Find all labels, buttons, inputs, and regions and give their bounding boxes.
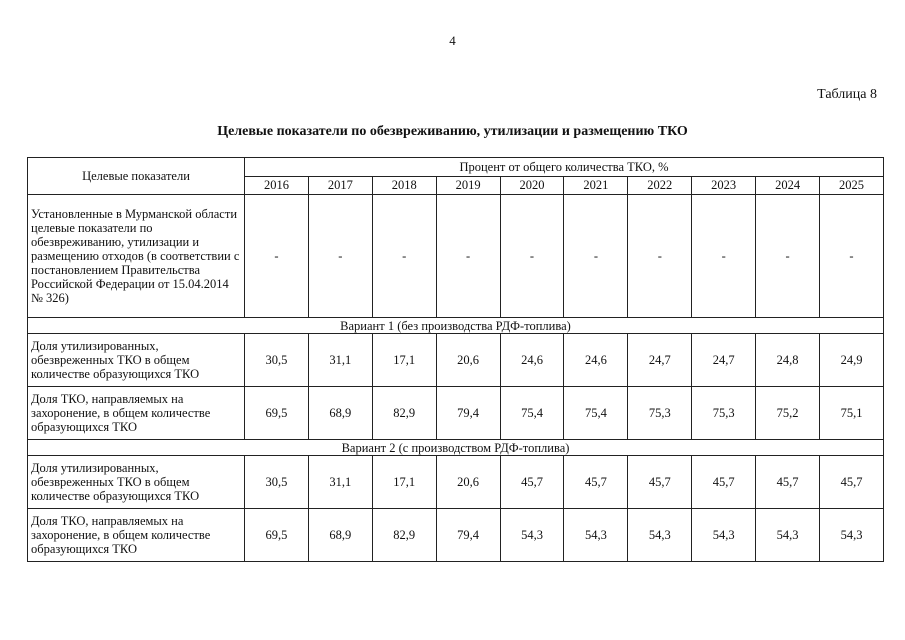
value-cell-2018: 17,1 (372, 334, 436, 387)
header-indicator: Целевые показатели (28, 158, 245, 195)
value-cell-2020: 54,3 (500, 509, 564, 562)
value-cell-2020: 24,6 (500, 334, 564, 387)
header-year-2024: 2024 (756, 177, 820, 195)
value-cell-2017: 68,9 (308, 387, 372, 440)
value-cell-2021: 75,4 (564, 387, 628, 440)
table-row (28, 456, 884, 509)
table-label: Таблица 8 (817, 87, 877, 102)
variant-row (28, 440, 884, 456)
value-cell-2016: 30,5 (245, 334, 309, 387)
value-cell-2021: 24,6 (564, 334, 628, 387)
value-cell-2016: 69,5 (245, 387, 309, 440)
value-cell-2022: 54,3 (628, 509, 692, 562)
value-cell-2020: - (500, 195, 564, 318)
table-row (28, 387, 884, 440)
value-cell-2019: - (436, 195, 500, 318)
value-cell-2023: 45,7 (692, 456, 756, 509)
variant-label: Вариант 2 (с производством РДФ-топлива) (28, 440, 884, 456)
value-cell-2017: 31,1 (308, 456, 372, 509)
variant-label: Вариант 1 (без производства РДФ-топлива) (28, 318, 884, 334)
indicator-name: Доля ТКО, направляемых на захоронение, в общем количестве образующихся ТКО (28, 509, 245, 562)
value-cell-2017: - (308, 195, 372, 318)
value-cell-2025: 54,3 (820, 509, 884, 562)
value-cell-2017: 68,9 (308, 509, 372, 562)
value-cell-2018: 82,9 (372, 509, 436, 562)
header-year-2017: 2017 (308, 177, 372, 195)
header-year-2020: 2020 (500, 177, 564, 195)
value-cell-2023: 54,3 (692, 509, 756, 562)
value-cell-2020: 75,4 (500, 387, 564, 440)
value-cell-2024: 75,2 (756, 387, 820, 440)
value-cell-2024: - (756, 195, 820, 318)
value-cell-2018: 17,1 (372, 456, 436, 509)
value-cell-2018: 82,9 (372, 387, 436, 440)
header-year-2019: 2019 (436, 177, 500, 195)
header-percent: Процент от общего количества ТКО, % (245, 158, 884, 177)
document-title: Целевые показатели по обезвреживанию, утилизации и размещению ТКО (217, 124, 688, 139)
value-cell-2016: 30,5 (245, 456, 309, 509)
value-cell-2023: - (692, 195, 756, 318)
value-cell-2022: 75,3 (628, 387, 692, 440)
indicator-name: Установленные в Мурманской области целевые показатели по обезвреживанию, утилизации и размещению отходов (в соответствии с постановлением Правительства Российской Федерации от 15.04.2014 № 326) (28, 195, 245, 318)
page-number: 4 (449, 33, 456, 48)
value-cell-2016: - (245, 195, 309, 318)
header-year-2021: 2021 (564, 177, 628, 195)
table-row (28, 509, 884, 562)
value-cell-2022: 24,7 (628, 334, 692, 387)
value-cell-2019: 79,4 (436, 509, 500, 562)
table-row (28, 195, 884, 318)
value-cell-2020: 45,7 (500, 456, 564, 509)
value-cell-2022: 45,7 (628, 456, 692, 509)
value-cell-2021: 45,7 (564, 456, 628, 509)
value-cell-2021: - (564, 195, 628, 318)
value-cell-2025: 45,7 (820, 456, 884, 509)
value-cell-2025: - (820, 195, 884, 318)
variant-row (28, 318, 884, 334)
value-cell-2019: 79,4 (436, 387, 500, 440)
value-cell-2025: 75,1 (820, 387, 884, 440)
value-cell-2025: 24,9 (820, 334, 884, 387)
header-year-2025: 2025 (820, 177, 884, 195)
header-year-2016: 2016 (245, 177, 309, 195)
indicator-name: Доля утилизированных, обезвреженных ТКО в общем количестве образующихся ТКО (28, 334, 245, 387)
indicator-name: Доля утилизированных, обезвреженных ТКО в общем количестве образующихся ТКО (28, 456, 245, 509)
header-year-2018: 2018 (372, 177, 436, 195)
value-cell-2021: 54,3 (564, 509, 628, 562)
header-year-2022: 2022 (628, 177, 692, 195)
targets-table (27, 157, 884, 562)
value-cell-2023: 24,7 (692, 334, 756, 387)
value-cell-2019: 20,6 (436, 456, 500, 509)
value-cell-2016: 69,5 (245, 509, 309, 562)
value-cell-2018: - (372, 195, 436, 318)
table-body (28, 195, 884, 562)
indicator-name: Доля ТКО, направляемых на захоронение, в общем количестве образующихся ТКО (28, 387, 245, 440)
value-cell-2023: 75,3 (692, 387, 756, 440)
value-cell-2017: 31,1 (308, 334, 372, 387)
value-cell-2024: 45,7 (756, 456, 820, 509)
table-row (28, 334, 884, 387)
header-year-2023: 2023 (692, 177, 756, 195)
value-cell-2022: - (628, 195, 692, 318)
value-cell-2024: 24,8 (756, 334, 820, 387)
value-cell-2019: 20,6 (436, 334, 500, 387)
value-cell-2024: 54,3 (756, 509, 820, 562)
